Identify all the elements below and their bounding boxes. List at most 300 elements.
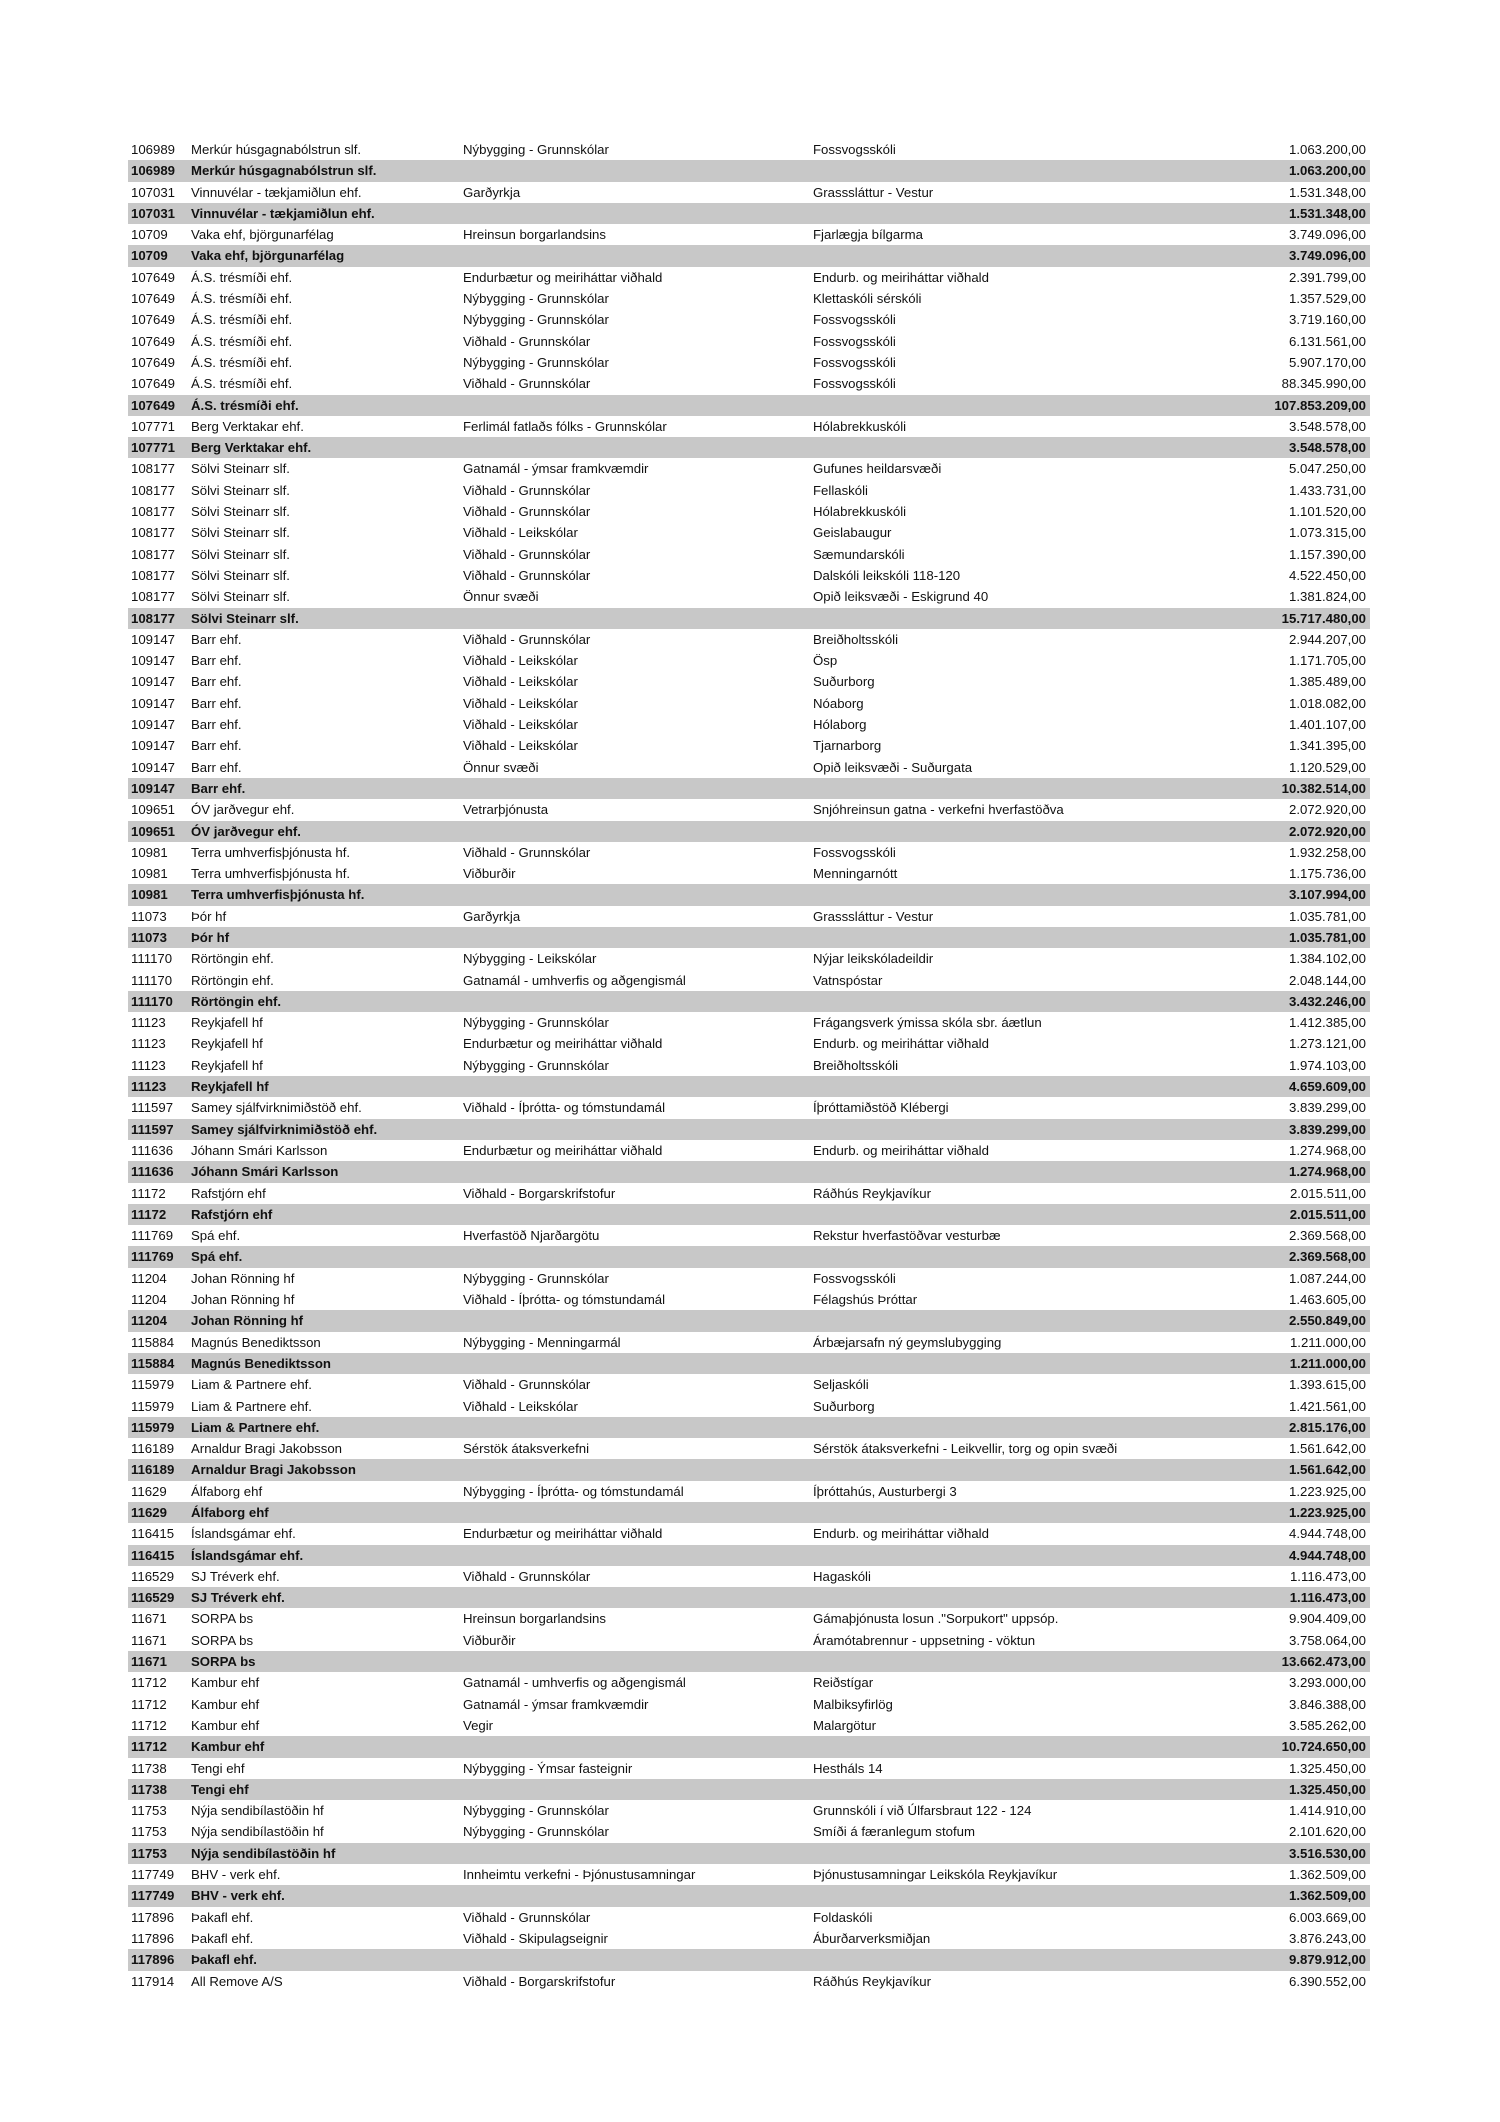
vendor-subtotal-row [128, 437, 1370, 458]
vendor-id-cell: 107031 [131, 205, 176, 221]
amount-cell: 1.421.561,00 [1288, 1398, 1366, 1414]
vendor-name-cell: SORPA bs [191, 1632, 254, 1648]
vendor-id-cell: 109147 [131, 695, 176, 711]
vendor-id-cell: 111636 [131, 1142, 174, 1158]
project-name-cell: Smíði á færanlegum stofum [813, 1824, 975, 1840]
vendor-name-cell: Barr ehf. [191, 759, 242, 775]
cost-category-cell: Viðhald - Grunnskólar [463, 504, 591, 520]
project-name-cell: Grunnskóli í við Úlfarsbraut 122 - 124 [813, 1803, 1032, 1819]
project-name-cell: Sæmundarskóli [813, 546, 905, 562]
amount-cell: 88.345.990,00 [1281, 376, 1366, 392]
table-row [128, 970, 1370, 991]
amount-cell: 1.325.450,00 [1288, 1781, 1366, 1797]
project-name-cell: Breiðholtsskóli [813, 1057, 899, 1073]
vendor-id-cell: 111597 [131, 1100, 174, 1116]
vendor-name-cell: Terra umhverfisþjónusta hf. [191, 887, 365, 903]
cost-category-cell: Viðhald - Leikskólar [463, 717, 578, 733]
cost-category-cell: Ferlimál fatlaðs fólks - Grunnskólar [463, 418, 667, 434]
table-row [128, 352, 1370, 373]
amount-cell: 1.561.642,00 [1288, 1441, 1366, 1457]
vendor-subtotal-row [128, 1949, 1370, 1970]
vendor-name-cell: Rafstjórn ehf [191, 1185, 266, 1201]
vendor-id-cell: 10981 [131, 887, 168, 903]
amount-cell: 1.273.121,00 [1288, 1036, 1366, 1052]
vendor-id-cell: 107649 [131, 376, 176, 392]
table-row [128, 1800, 1370, 1821]
table-row [128, 1033, 1370, 1054]
vendor-name-cell: Sölvi Steinarr slf. [191, 504, 290, 520]
amount-cell: 1.932.258,00 [1288, 844, 1366, 860]
amount-cell: 1.362.509,00 [1288, 1888, 1366, 1904]
vendor-id-cell: 111769 [131, 1249, 174, 1265]
project-name-cell: Fossvogsskóli [813, 312, 896, 328]
cost-category-cell: Nýbygging - Menningarmál [463, 1334, 621, 1350]
amount-cell: 1.401.107,00 [1288, 717, 1366, 733]
table-row [128, 906, 1370, 927]
vendor-id-cell: 11712 [131, 1696, 167, 1712]
amount-cell: 1.412.385,00 [1288, 1015, 1366, 1031]
table-row [128, 1630, 1370, 1651]
cost-category-cell: Viðhald - Grunnskólar [463, 844, 591, 860]
vendor-id-cell: 109147 [131, 780, 176, 796]
amount-cell: 15.717.480,00 [1281, 610, 1366, 626]
table-row [128, 331, 1370, 352]
table-row [128, 544, 1370, 565]
cost-category-cell: Nýbygging - Ýmsar fasteignir [463, 1760, 633, 1776]
vendor-id-cell: 115979 [131, 1419, 175, 1435]
cost-category-cell: Hreinsun borgarlandsins [463, 227, 606, 243]
vendor-id-cell: 10709 [131, 227, 168, 243]
vendor-name-cell: Álfaborg ehf [191, 1483, 263, 1499]
project-name-cell: Hólabrekkuskóli [813, 418, 907, 434]
vendor-name-cell: Liam & Partnere ehf. [191, 1398, 312, 1414]
amount-cell: 1.531.348,00 [1288, 184, 1366, 200]
table-row [128, 565, 1370, 586]
vendor-name-cell: Barr ehf. [191, 631, 242, 647]
vendor-name-cell: Tengi ehf [191, 1760, 245, 1776]
vendor-subtotal-row [128, 1119, 1370, 1140]
vendor-name-cell: Á.S. trésmíði ehf. [191, 397, 299, 413]
vendor-id-cell: 108177 [131, 589, 176, 605]
vendor-id-cell: 107649 [131, 291, 176, 307]
vendor-name-cell: Reykjafell hf [191, 1079, 269, 1095]
vendor-name-cell: Johan Rönning hf [191, 1270, 295, 1286]
amount-cell: 1.035.781,00 [1288, 929, 1366, 945]
table-row [128, 1694, 1370, 1715]
table-row [128, 182, 1370, 203]
table-row [128, 1566, 1370, 1587]
vendor-name-cell: Kambur ehf [191, 1739, 265, 1755]
vendor-subtotal-row [128, 1076, 1370, 1097]
vendor-id-cell: 109651 [131, 823, 176, 839]
table-row [128, 1097, 1370, 1118]
project-name-cell: Malbiksyfirlög [813, 1696, 893, 1712]
amount-cell: 1.018.082,00 [1288, 695, 1366, 711]
vendor-name-cell: Kambur ehf [191, 1675, 260, 1691]
table-row [128, 714, 1370, 735]
vendor-name-cell: Spá ehf. [191, 1249, 243, 1265]
cost-category-cell: Garðyrkja [463, 908, 521, 924]
amount-cell: 3.758.064,00 [1288, 1632, 1366, 1648]
vendor-subtotal-row [128, 1246, 1370, 1267]
vendor-subtotal-row [128, 1310, 1370, 1331]
vendor-id-cell: 107771 [131, 418, 176, 434]
amount-cell: 1.223.925,00 [1288, 1483, 1366, 1499]
vendor-subtotal-row [128, 1651, 1370, 1672]
vendor-id-cell: 109651 [131, 802, 176, 818]
project-name-cell: Menningarnótt [813, 866, 898, 882]
cost-category-cell: Önnur svæði [463, 759, 539, 775]
cost-category-cell: Önnur svæði [463, 589, 539, 605]
vendor-name-cell: All Remove A/S [191, 1973, 283, 1989]
vendor-name-cell: Sölvi Steinarr slf. [191, 461, 290, 477]
project-name-cell: Íþróttahús, Austurbergi 3 [813, 1483, 957, 1499]
vendor-id-cell: 11073 [131, 908, 167, 924]
table-row [128, 1672, 1370, 1693]
amount-cell: 2.101.620,00 [1288, 1824, 1366, 1840]
vendor-name-cell: SJ Tréverk ehf. [191, 1568, 280, 1584]
vendor-name-cell: BHV - verk ehf. [191, 1867, 281, 1883]
vendor-id-cell: 11172 [131, 1206, 167, 1222]
vendor-name-cell: SORPA bs [191, 1611, 254, 1627]
vendor-subtotal-row [128, 1736, 1370, 1757]
table-row [128, 501, 1370, 522]
cost-category-cell: Viðburðir [463, 866, 516, 882]
vendor-name-cell: Arnaldur Bragi Jakobsson [191, 1462, 356, 1478]
amount-cell: 1.381.824,00 [1288, 589, 1366, 605]
table-row [128, 693, 1370, 714]
table-row [128, 1971, 1370, 1992]
project-name-cell: Fossvogsskóli [813, 333, 896, 349]
table-row [128, 1864, 1370, 1885]
vendor-id-cell: 108177 [131, 504, 176, 520]
amount-cell: 2.369.568,00 [1288, 1228, 1366, 1244]
vendor-subtotal-row [128, 1502, 1370, 1523]
cost-category-cell: Nýbygging - Grunnskólar [463, 1015, 609, 1031]
table-row [128, 863, 1370, 884]
vendor-name-cell: Jóhann Smári Karlsson [191, 1164, 339, 1180]
vendor-id-cell: 117914 [131, 1973, 175, 1989]
table-row [128, 1928, 1370, 1949]
vendor-id-cell: 11738 [131, 1760, 167, 1776]
cost-category-cell: Viðhald - Leikskólar [463, 695, 578, 711]
vendor-name-cell: Barr ehf. [191, 738, 242, 754]
project-name-cell: Árbæjarsafn ný geymslubygging [813, 1334, 1002, 1350]
vendor-id-cell: 108177 [131, 525, 176, 541]
amount-cell: 1.385.489,00 [1288, 674, 1366, 690]
project-name-cell: Hólabrekkuskóli [813, 504, 907, 520]
vendor-subtotal-row [128, 608, 1370, 629]
project-name-cell: Sérstök átaksverkefni - Leikvellir, torg og opin svæði [813, 1441, 1118, 1457]
vendor-id-cell: 116529 [131, 1568, 175, 1584]
amount-cell: 1.531.348,00 [1288, 205, 1366, 221]
vendor-name-cell: Sölvi Steinarr slf. [191, 610, 299, 626]
vendor-name-cell: Sölvi Steinarr slf. [191, 482, 290, 498]
table-row [128, 1715, 1370, 1736]
cost-category-cell: Viðhald - Leikskólar [463, 1398, 578, 1414]
vendor-name-cell: Reykjafell hf [191, 1015, 263, 1031]
vendor-id-cell: 108177 [131, 610, 176, 626]
table-row [128, 267, 1370, 288]
cost-category-cell: Vetrarþjónusta [463, 802, 549, 818]
vendor-subtotal-row [128, 1545, 1370, 1566]
vendor-name-cell: Á.S. trésmíði ehf. [191, 333, 293, 349]
project-name-cell: Breiðholtsskóli [813, 631, 899, 647]
table-row [128, 1481, 1370, 1502]
cost-category-cell: Viðburðir [463, 1632, 516, 1648]
vendor-name-cell: Berg Verktakar ehf. [191, 418, 304, 434]
project-name-cell: Endurb. og meiriháttar viðhald [813, 1036, 989, 1052]
vendor-name-cell: Kambur ehf [191, 1696, 260, 1712]
vendor-id-cell: 116415 [131, 1526, 175, 1542]
vendor-name-cell: Liam & Partnere ehf. [191, 1377, 312, 1393]
vendor-name-cell: Þór hf [191, 908, 227, 924]
amount-cell: 1.357.529,00 [1288, 291, 1366, 307]
vendor-name-cell: Merkúr húsgagnabólstrun slf. [191, 163, 377, 179]
vendor-name-cell: SJ Tréverk ehf. [191, 1590, 285, 1606]
vendor-id-cell: 11753 [131, 1845, 167, 1861]
amount-cell: 1.211.000,00 [1289, 1334, 1366, 1350]
vendor-name-cell: Johan Rönning hf [191, 1292, 295, 1308]
amount-cell: 2.048.144,00 [1288, 972, 1366, 988]
project-name-cell: Ráðhús Reykjavíkur [813, 1973, 932, 1989]
amount-cell: 3.839.299,00 [1288, 1121, 1366, 1137]
amount-cell: 1.463.605,00 [1288, 1292, 1366, 1308]
table-row [128, 948, 1370, 969]
amount-cell: 3.719.160,00 [1288, 312, 1366, 328]
vendor-id-cell: 115884 [131, 1355, 175, 1371]
amount-cell: 4.522.450,00 [1288, 567, 1366, 583]
project-name-cell: Dalskóli leikskóli 118-120 [813, 567, 961, 583]
cost-category-cell: Viðhald - Grunnskólar [463, 482, 591, 498]
vendor-subtotal-row [128, 778, 1370, 799]
vendor-name-cell: Tengi ehf [191, 1781, 249, 1797]
vendor-subtotal-row [128, 1459, 1370, 1480]
vendor-name-cell: Barr ehf. [191, 780, 246, 796]
amount-cell: 3.839.299,00 [1288, 1100, 1366, 1116]
vendor-id-cell: 111170 [131, 993, 173, 1009]
vendor-subtotal-row [128, 1885, 1370, 1906]
vendor-name-cell: Álfaborg ehf [191, 1505, 269, 1520]
project-name-cell: Rekstur hverfastöðvar vesturbæ [813, 1228, 1001, 1244]
cost-category-cell: Nýbygging - Grunnskólar [463, 1824, 609, 1840]
vendor-id-cell: 115979 [131, 1377, 175, 1393]
amount-cell: 1.175.736,00 [1288, 866, 1366, 882]
amount-cell: 6.131.561,00 [1288, 333, 1366, 349]
vendor-id-cell: 11671 [131, 1611, 167, 1627]
vendor-id-cell: 11671 [131, 1632, 167, 1648]
project-name-cell: Grasssláttur - Vestur [813, 184, 934, 200]
vendor-id-cell: 115979 [131, 1398, 175, 1414]
project-name-cell: Suðurborg [813, 674, 875, 690]
amount-cell: 1.362.509,00 [1288, 1867, 1366, 1883]
project-name-cell: Vatnspóstar [813, 972, 883, 988]
vendor-name-cell: SORPA bs [191, 1654, 256, 1670]
table-row [128, 139, 1370, 160]
cost-category-cell: Endurbætur og meiriháttar viðhald [463, 1036, 663, 1052]
vendor-name-cell: Rörtöngin ehf. [191, 951, 274, 967]
amount-cell: 1.211.000,00 [1289, 1355, 1366, 1371]
vendor-subtotal-row [128, 1161, 1370, 1182]
vendor-id-cell: 107649 [131, 333, 176, 349]
vendor-name-cell: Berg Verktakar ehf. [191, 440, 312, 456]
vendor-id-cell: 107649 [131, 269, 176, 285]
vendor-subtotal-row [128, 1204, 1370, 1225]
project-name-cell: Ösp [813, 653, 838, 669]
vendor-subtotal-row [128, 821, 1370, 842]
vendor-subtotal-row [128, 1843, 1370, 1864]
table-row [128, 671, 1370, 692]
vendor-id-cell: 10709 [131, 248, 168, 264]
vendor-name-cell: Magnús Benediktsson [191, 1334, 321, 1350]
vendor-id-cell: 115884 [131, 1334, 175, 1350]
project-name-cell: Félagshús Þróttar [813, 1292, 918, 1308]
project-name-cell: Áramótabrennur - uppsetning - vöktun [813, 1632, 1036, 1648]
vendor-id-cell: 108177 [131, 546, 176, 562]
amount-cell: 3.749.096,00 [1288, 227, 1366, 243]
amount-cell: 1.073.315,00 [1288, 525, 1366, 541]
vendor-subtotal-row [128, 1587, 1370, 1608]
project-name-cell: Gufunes heildarsvæði [813, 461, 942, 477]
table-row [128, 735, 1370, 756]
vendor-name-cell: Á.S. trésmíði ehf. [191, 354, 293, 370]
amount-cell: 3.585.262,00 [1288, 1717, 1366, 1733]
project-name-cell: Hólaborg [813, 717, 867, 733]
amount-cell: 4.944.748,00 [1288, 1526, 1366, 1542]
table-row [128, 650, 1370, 671]
vendor-id-cell: 11712 [131, 1717, 167, 1733]
cost-category-cell: Garðyrkja [463, 184, 521, 200]
vendor-id-cell: 116415 [131, 1547, 175, 1563]
vendor-id-cell: 116529 [131, 1590, 175, 1606]
vendor-id-cell: 108177 [131, 461, 176, 477]
table-row [128, 1012, 1370, 1033]
table-row [128, 1289, 1370, 1310]
vendor-name-cell: Á.S. trésmíði ehf. [191, 376, 293, 392]
project-name-cell: Fossvogsskóli [813, 376, 896, 392]
amount-cell: 3.432.246,00 [1288, 993, 1366, 1009]
amount-cell: 107.853.209,00 [1274, 397, 1366, 413]
table-row [128, 224, 1370, 245]
project-name-cell: Fossvogsskóli [813, 354, 896, 370]
amount-cell: 5.047.250,00 [1288, 461, 1366, 477]
vendor-id-cell: 11123 [131, 1015, 166, 1031]
cost-category-cell: Viðhald - Grunnskólar [463, 333, 591, 349]
amount-cell: 4.944.748,00 [1288, 1547, 1366, 1563]
table-row [128, 458, 1370, 479]
amount-cell: 2.550.849,00 [1288, 1313, 1366, 1329]
project-name-cell: Ráðhús Reykjavíkur [813, 1185, 932, 1201]
amount-cell: 1.087.244,00 [1288, 1270, 1366, 1286]
vendor-name-cell: Merkúr húsgagnabólstrun slf. [191, 142, 362, 157]
amount-cell: 3.846.388,00 [1288, 1696, 1366, 1712]
amount-cell: 1.274.968,00 [1288, 1142, 1366, 1158]
project-name-cell: Reiðstígar [813, 1675, 874, 1691]
vendor-id-cell: 11123 [131, 1079, 167, 1095]
cost-category-cell: Nýbygging - Grunnskólar [463, 354, 609, 370]
project-name-cell: Endurb. og meiriháttar viðhald [813, 1142, 989, 1158]
vendor-id-cell: 11712 [131, 1739, 167, 1755]
table-row [128, 1183, 1370, 1204]
project-name-cell: Malargötur [813, 1717, 877, 1733]
vendor-id-cell: 117896 [131, 1952, 175, 1968]
table-row [128, 416, 1370, 437]
table-row [128, 480, 1370, 501]
vendor-subtotal-row [128, 245, 1370, 266]
cost-category-cell: Viðhald - Grunnskólar [463, 567, 591, 583]
vendor-id-cell: 106989 [131, 163, 176, 179]
vendor-subtotal-row [128, 1779, 1370, 1800]
vendor-id-cell: 109147 [131, 674, 176, 690]
vendor-name-cell: Kambur ehf [191, 1717, 260, 1733]
amount-cell: 1.101.520,00 [1288, 504, 1366, 520]
vendor-name-cell: Barr ehf. [191, 695, 242, 711]
amount-cell: 1.325.450,00 [1288, 1760, 1366, 1776]
table-row [128, 309, 1370, 330]
vendor-id-cell: 109147 [131, 759, 176, 775]
amount-cell: 3.548.578,00 [1288, 418, 1366, 434]
table-row [128, 799, 1370, 820]
project-name-cell: Grasssláttur - Vestur [813, 908, 934, 924]
vendor-id-cell: 11204 [131, 1270, 167, 1286]
vendor-id-cell: 117896 [131, 1909, 175, 1925]
vendor-id-cell: 11172 [131, 1185, 166, 1201]
vendor-name-cell: Johan Rönning hf [191, 1313, 304, 1329]
project-name-cell: Klettaskóli sérskóli [813, 291, 922, 307]
vendor-name-cell: Samey sjálfvirknimiðstöð ehf. [191, 1121, 378, 1137]
project-name-cell: Endurb. og meiriháttar viðhald [813, 269, 989, 285]
table-row [128, 1225, 1370, 1246]
vendor-id-cell: 107649 [131, 312, 176, 328]
amount-cell: 1.393.615,00 [1288, 1377, 1366, 1393]
vendor-id-cell: 10981 [131, 844, 168, 860]
vendor-subtotal-row [128, 395, 1370, 416]
amount-cell: 1.433.731,00 [1288, 482, 1366, 498]
vendor-name-cell: Samey sjálfvirknimiðstöð ehf. [191, 1100, 362, 1116]
amount-cell: 1.120.529,00 [1288, 759, 1366, 775]
vendor-name-cell: Sölvi Steinarr slf. [191, 589, 290, 605]
table-row [128, 522, 1370, 543]
vendor-name-cell: Vaka ehf, björgunarfélag [191, 248, 345, 264]
amount-cell: 2.391.799,00 [1288, 269, 1366, 285]
vendor-id-cell: 117749 [131, 1888, 175, 1904]
table-row [128, 373, 1370, 394]
vendor-id-cell: 11671 [131, 1654, 167, 1670]
vendor-id-cell: 117896 [131, 1930, 175, 1946]
project-name-cell: Gámaþjónusta losun ."Sorpukort" uppsóp. [813, 1611, 1059, 1627]
vendor-subtotal-row [128, 160, 1370, 181]
vendor-id-cell: 108177 [131, 482, 176, 498]
project-name-cell: Endurb. og meiriháttar viðhald [813, 1526, 989, 1542]
vendor-name-cell: Sölvi Steinarr slf. [191, 525, 290, 541]
project-name-cell: Hestháls 14 [813, 1760, 883, 1776]
vendor-id-cell: 116189 [131, 1441, 175, 1457]
cost-category-cell: Viðhald - Grunnskólar [463, 1377, 591, 1393]
amount-cell: 1.341.395,00 [1288, 738, 1366, 754]
table-row [128, 1374, 1370, 1395]
project-name-cell: Geislabaugur [813, 525, 892, 541]
cost-category-cell: Hverfastöð Njarðargötu [463, 1228, 600, 1244]
cost-category-cell: Viðhald - Leikskólar [463, 653, 578, 669]
table-row [128, 1907, 1370, 1928]
cost-category-cell: Hreinsun borgarlandsins [463, 1611, 606, 1627]
project-name-cell: Áburðarverksmiðjan [813, 1930, 931, 1946]
project-name-cell: Suðurborg [813, 1398, 875, 1414]
vendor-id-cell: 107649 [131, 354, 176, 370]
vendor-name-cell: Jóhann Smári Karlsson [191, 1142, 328, 1158]
amount-cell: 2.072.920,00 [1288, 823, 1366, 839]
table-row [128, 1758, 1370, 1779]
